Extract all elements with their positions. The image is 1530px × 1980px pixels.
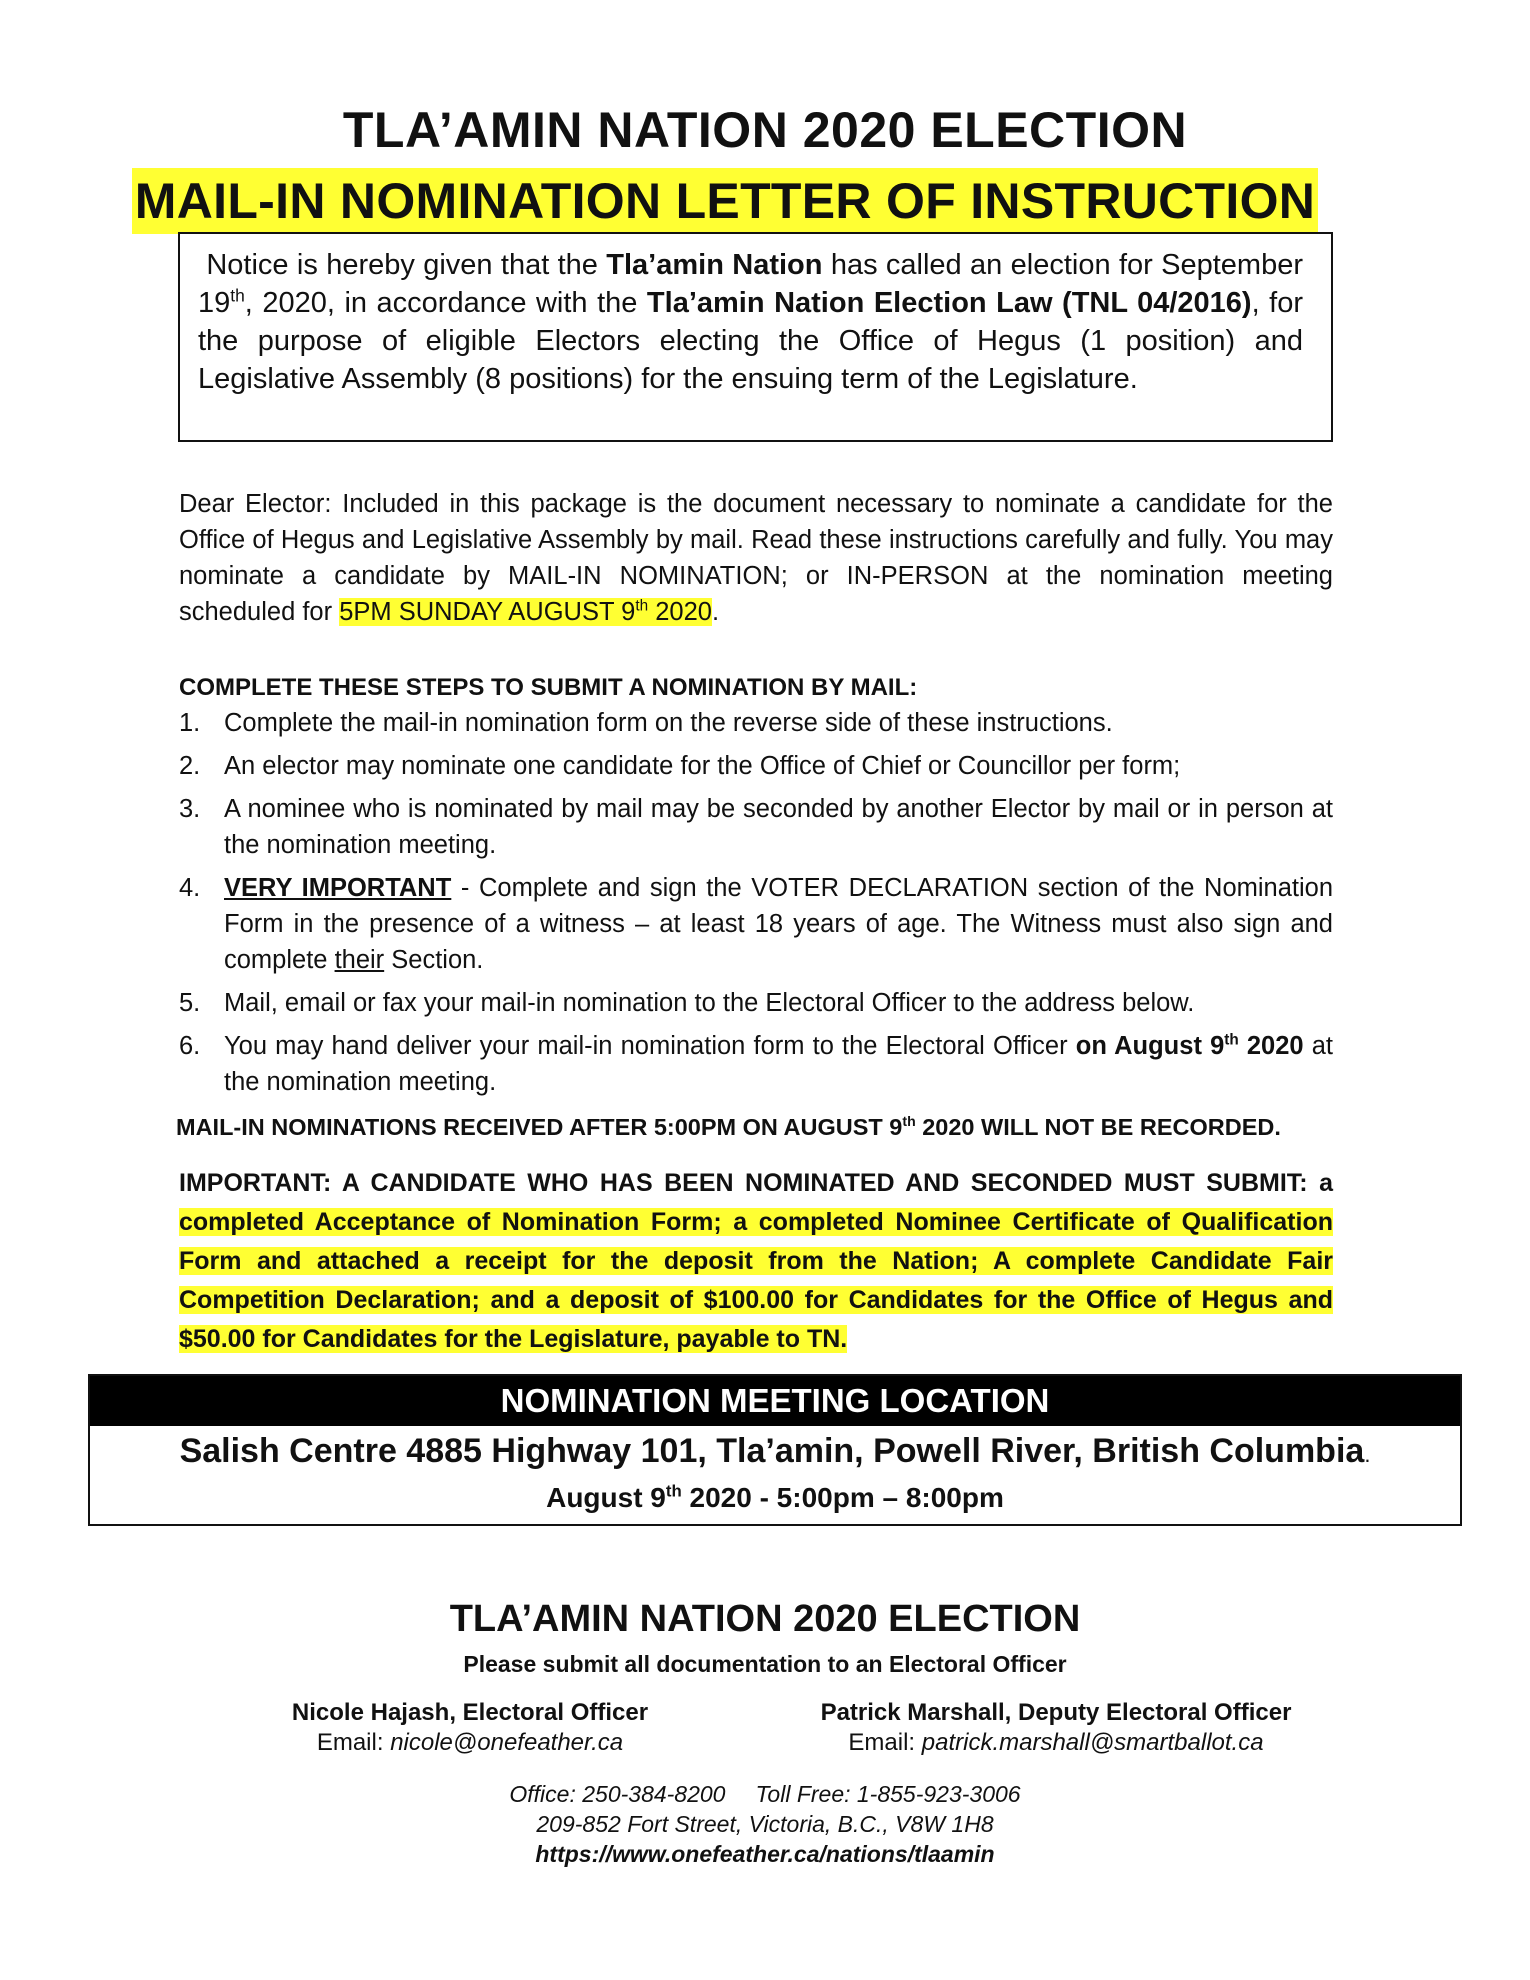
late-submission-warning: MAIL-IN NOMINATIONS RECEIVED AFTER 5:00PM ON AUGUST 9th 2020 WILL NOT BE RECORDED. <box>176 1113 1281 1140</box>
deputy-email-link[interactable]: patrick.marshall@smartballot.ca <box>921 1729 1264 1756</box>
electoral-officer: Nicole Hajash, Electoral Officer Email: nicole@onefeather.ca <box>291 1699 649 1756</box>
contact-info <box>0 1779 1530 1869</box>
list-item: 3. A nominee who is nominated by mail may be seconded by another Elector by mail or in person at the nomination meeting. <box>179 795 1333 859</box>
required-documents-highlight: completed Acceptance of Nomination Form; a completed Nominee Certificate of Qualification Form and attached a receipt for the deposit from the Nation; A complete Candidate Fair Competition Declaration; and a deposit of $100.00 for Candidates for the Office of Hegus and $50.00 for Candidates for the Legislature, payable to TN. <box>179 1208 1333 1353</box>
list-item: 4. VERY IMPORTANT - Complete and sign the VOTER DECLARATION section of the Nomination Form in the presence of a witness – at least 18 years of age. The Witness must also sign and complete their Section. <box>179 874 1334 974</box>
document-title: TLA’AMIN NATION 2020 ELECTION <box>342 102 1188 158</box>
steps-heading: COMPLETE THESE STEPS TO SUBMIT A NOMINATION BY MAIL: <box>179 674 918 701</box>
footer-title: TLA’AMIN NATION 2020 ELECTION <box>449 1598 1081 1640</box>
mailing-address: 209-852 Fort Street, Victoria, B.C., V8W 1H8 <box>536 1811 994 1837</box>
list-item: 5. Mail, email or fax your mail-in nomination to the Electoral Officer to the address below. <box>179 989 1195 1017</box>
meeting-location-box <box>88 1374 1462 1526</box>
website-link[interactable]: https://www.onefeather.ca/nations/tlaamin <box>535 1841 995 1867</box>
location-heading: NOMINATION MEETING LOCATION <box>90 1376 1460 1426</box>
officer-email-link[interactable]: nicole@onefeather.ca <box>390 1729 624 1756</box>
list-item: 6. You may hand deliver your mail-in nomination form to the Electoral Officer on August 9th 2020 at the nomination meeting. <box>179 1031 1334 1096</box>
list-item: 2. An elector may nominate one candidate for the Office of Chief or Councillor per form; <box>179 752 1181 780</box>
notice-box <box>178 232 1333 442</box>
list-item: 1. Complete the mail-in nomination form on the reverse side of these instructions. <box>179 709 1113 737</box>
very-important-label: VERY IMPORTANT <box>224 874 452 902</box>
notice-text: Notice is hereby given that the Tla’amin Nation has called an election for September 19th, 2020, in accordance with the Tla’amin Nation Election Law (TNL 04/2016), for the purpose of eligible Electors electing the Office of Hegus (1 position) and Legislative Assembly (8 positions) for the ensuing term of the Legislature. <box>198 249 1303 395</box>
location-date: August 9th 2020 - 5:00pm – 8:00pm <box>546 1481 1004 1513</box>
office-phone: Office: 250-384-8200 <box>509 1781 726 1807</box>
toll-free-phone: Toll Free: 1-855-923-3006 <box>755 1781 1021 1807</box>
intro-paragraph: Dear Elector: Included in this package is the document necessary to nominate a candidate for the Office of Hegus and Legislative Assembly by mail. Read these instructions carefully and fully. You may nominate a candidate by MAIL-IN NOMINATION; or IN-PERSON at the nomination meeting scheduled for 5PM SUNDAY AUGUST 9th 2020. <box>179 490 1333 626</box>
steps-list <box>179 705 1333 1107</box>
important-notice: IMPORTANT: A CANDIDATE WHO HAS BEEN NOMINATED AND SECONDED MUST SUBMIT: a completed Acceptance of Nomination Form; a completed Nominee Certificate of Qualification Form and attached a receipt for the deposit from the Nation; A complete Candidate Fair Competition Declaration; and a deposit of $100.00 for Candidates for the Office of Hegus and $50.00 for Candidates for the Legislature, payable to TN. <box>179 1169 1333 1353</box>
footer-subtitle: Please submit all documentation to an Electoral Officer <box>463 1651 1067 1677</box>
deputy-electoral-officer: Patrick Marshall, Deputy Electoral Officer Email: patrick.marshall@smartballot.ca <box>820 1699 1292 1756</box>
meeting-date-highlight: 5PM SUNDAY AUGUST 9th 2020 <box>339 597 712 626</box>
location-address: Salish Centre 4885 Highway 101, Tla’amin, Powell River, British Columbia. <box>179 1432 1371 1470</box>
document-subtitle: MAIL-IN NOMINATION LETTER OF INSTRUCTION <box>132 168 1318 234</box>
